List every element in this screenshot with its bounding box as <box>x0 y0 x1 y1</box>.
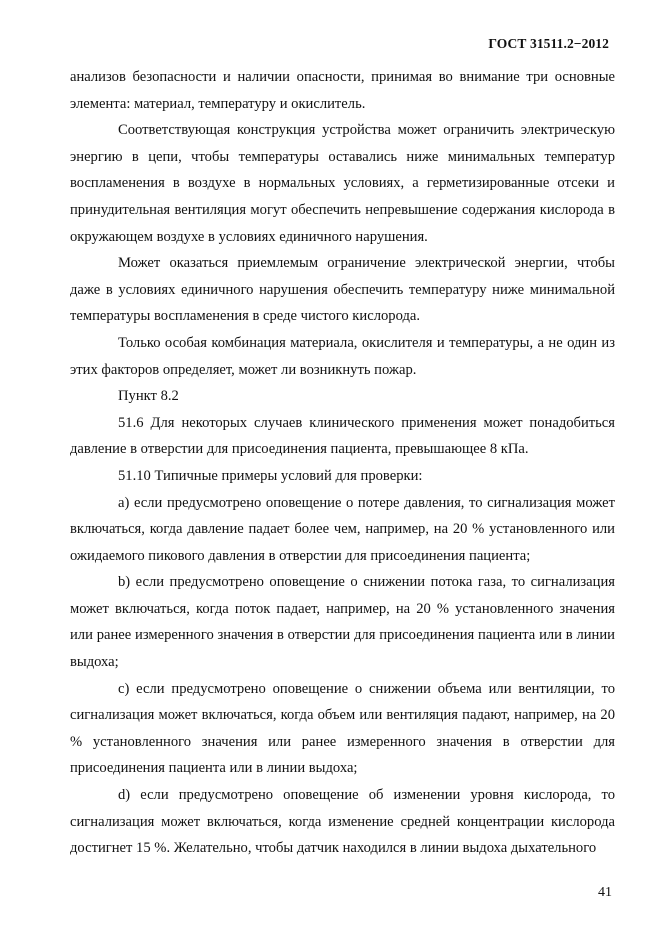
list-item-a: a) если предусмотрено оповещение о потере давления, то сигнализация может включаться, когда давление падает более чем, например, на 20 % установленного или ожидаемого пикового давления в отверстии для присоединения пациента; <box>70 494 615 564</box>
list-item-d: d) если предусмотрено оповещение об изменении уровня кислорода, то сигнализация может включаться, когда изменение средней концентрации кислорода достигнет 15 %. Желательно, чтобы датчик находился в линии выдоха дыхательного <box>70 787 615 857</box>
clause-51-6: 51.6 Для некоторых случаев клинического применения может понадобиться давление в отверстии для присоединения пациента, превышающее 8 кПа. <box>70 414 615 458</box>
list-item-b: b) если предусмотрено оповещение о снижении потока газа, то сигнализация может включаться, когда поток падает, например, на 20 % установленного значения или ранее измеренного значения в отверстии для присоединения пациента или в линии выдоха; <box>70 574 615 671</box>
page-number: 41 <box>598 885 612 900</box>
list-item-c: c) если предусмотрено оповещение о снижении объема или вентиляции, то сигнализация может включаться, когда объем или вентиляция падают, например, на 20 % установленного значения или ранее измеренного значения в отверстии для присоединения пациента или в линии выдоха; <box>70 680 615 777</box>
document-body <box>70 64 615 862</box>
document-code: ГОСТ 31511.2−2012 <box>488 36 609 51</box>
clause-51-10: 51.10 Типичные примеры условий для проверки: <box>118 467 423 484</box>
paragraph-construction: Соответствующая конструкция устройства может ограничить электрическую энергию в цепи, чтобы температуры оставались ниже минимальных температур воспламенения в воздухе в нормальных условиях, а герметизированные отсеки и принудительная вентиляция могут обеспечить непревышение содержания кислорода в окружающем воздухе в условиях единичного нарушения. <box>70 122 615 245</box>
paragraph-fire-combination: Только особая комбинация материала, окислителя и температуры, а не один из этих факторов определяет, может ли возникнуть пожар. <box>70 334 615 378</box>
section-heading-8-2: Пункт 8.2 <box>118 388 179 405</box>
paragraph-energy-limit: Может оказаться приемлемым ограничение электрической энергии, чтобы даже в условиях единичного нарушения обеспечить температуру ниже минимальной температуры воспламенения в среде чистого кислорода. <box>70 255 615 325</box>
paragraph-continuation: анализов безопасности и наличии опасности, принимая во внимание три основные элемента: материал, температуру и окислитель. <box>70 69 615 112</box>
